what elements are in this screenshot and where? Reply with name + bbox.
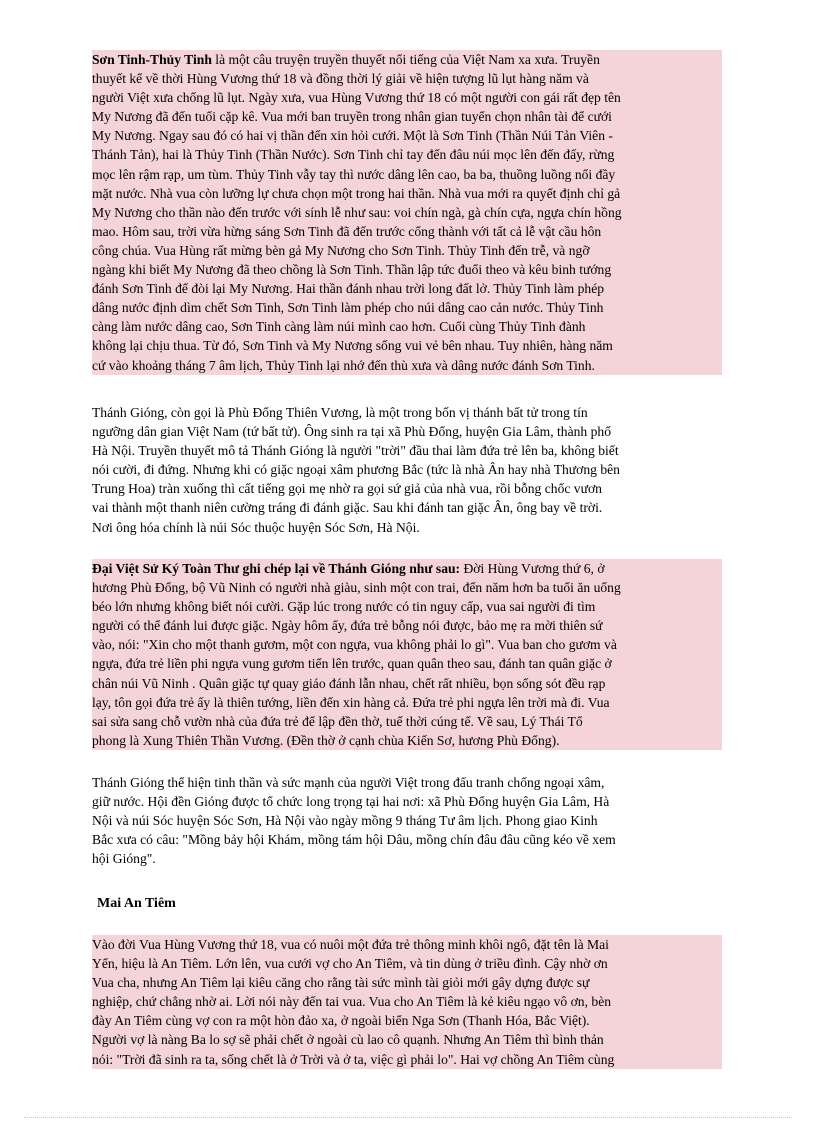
inline-bold-title: Sơn Tinh-Thủy Tinh [92, 52, 212, 67]
text-line: vai thành một thanh niên cường tráng đi đánh giặc. Sau khi đánh tan giặc Ân, ông bay về trời. [92, 500, 603, 516]
text-line: càng làm nước dâng cao, Sơn Tinh càng làm núi mình cao hơn. Cuối cùng Thủy Tinh đành [92, 319, 586, 335]
text-line: My Nương cho thần nào đến trước với sính lễ như sau: voi chín ngà, gà chín cựa, ngựa chín hồng [92, 204, 622, 220]
text-line: Vào đời Vua Hùng Vương thứ 18, vua có nuôi một đứa trẻ thông minh khôi ngô, đặt tên là Mai [92, 937, 609, 952]
text-line: thuyết kể về thời Hùng Vương thứ 18 và đồng thời lý giải về hiện tượng lũ lụt hàng năm và [92, 71, 589, 87]
text-line: Vua cha, nhưng An Tiêm lại kiêu căng cho rằng tài sức mình tài giỏi mới gây dựng được sự [92, 975, 590, 991]
text-line: mao. Hôm sau, trời vừa hừng sáng Sơn Tinh đã đến trước cổng thành với tất cả lễ vật cầu hôn [92, 223, 602, 239]
paragraph-thanh-giong [92, 403, 722, 537]
text-line: mọc lên rậm rạp, um tùm. Thủy Tinh vẫy tay thì nước dâng lên cao, ba ba, thuồng luồng nổi đầy [92, 166, 616, 182]
text-line: Nơi ông hóa chính là núi Sóc thuộc huyện Sóc Sơn, Hà Nội. [92, 519, 420, 535]
text-segment: Đời Hùng Vương thứ 6, ở [460, 561, 605, 576]
text-line: hội Gióng". [92, 851, 156, 867]
text-line: nói: "Trời đã sinh ra ta, sống chết là ở Trời và ở ta, việc gì phải lo". Hai vợ chồng An Tiêm cùng [92, 1051, 615, 1067]
text-line: ngưỡng dân gian Việt Nam (tứ bất tử). Ông sinh ra tại xã Phù Đổng, huyện Gia Lâm, thành phố [92, 424, 612, 440]
paragraph-dai-viet-su-ky [92, 559, 722, 750]
text-line: Nội và núi Sóc huyện Sóc Sơn, Hà Nội vào ngày mồng 9 tháng Tư âm lịch. Phong giao Kinh [92, 813, 598, 829]
text-line: ngàng khi biết My Nương đã theo chồng là Sơn Tinh. Thần lập tức đuổi theo và kêu binh tướng [92, 262, 612, 278]
text-line: lạy, tôn gọi đứa trẻ ấy là thiên tướng, liền đến xin hàng cả. Đứa trẻ phi ngựa lên trời mà đi. Vua [92, 694, 610, 710]
text-line [92, 559, 722, 578]
text-line: dâng nước định dìm chết Sơn Tinh, Sơn Tinh làm phép cho núi dâng cao cản nước. Thủy Tinh [92, 300, 604, 316]
text-line: béo lớn nhưng không biết nói cười. Gặp lúc trong nước có tin nguy cấp, vua sai người đi tìm [92, 599, 596, 615]
text-line: nghiệp, chứ chẳng nhờ ai. Lời nói này đến tai vua. Vua cho An Tiêm là kẻ kiêu ngạo vô ơn, bèn [92, 994, 612, 1010]
text-line: đày An Tiêm cùng vợ con ra một hòn đảo xa, ở ngoài biển Nga Sơn (Thanh Hóa, Bắc Việt). [92, 1013, 590, 1029]
text-line: Thánh Gióng thể hiện tinh thần và sức mạnh của người Việt trong đấu tranh chống ngoại xâm, [92, 775, 605, 790]
text-line: Trung Hoa) tràn xuống thì cất tiếng gọi mẹ nhờ ra gọi sứ giả của nhà vua, rồi bỗng chốc vươn [92, 481, 602, 497]
page-bottom-divider [24, 1117, 792, 1118]
text-line: My Nương. Ngay sau đó có hai vị thần đến xin hỏi cưới. Một là Sơn Tinh (Thần Núi Tản Viên - [92, 128, 613, 144]
text-line: không lại chịu thua. Từ đó, Sơn Tinh và My Nương sống vui vẻ bên nhau. Tuy nhiên, hàng năm [92, 338, 613, 354]
text-line: chân núi Vũ Ninh . Quân giặc tự quay giáo đánh lẫn nhau, chết rất nhiều, bọn sống sót đều rạp [92, 675, 606, 691]
text-line: giữ nước. Hội đền Gióng được tổ chức long trọng tại hai nơi: xã Phù Đổng huyện Gia Lâm, Hà [92, 794, 610, 810]
text-line: mặt nước. Nhà vua còn lưỡng lự chưa chọn một trong hai thần. Nhà vua mới ra quyết định chỉ gả [92, 185, 621, 201]
paragraph-giong-festival [92, 773, 722, 868]
text-line: My Nương đã đến tuổi cặp kê. Vua mới ban truyền trong nhân gian tuyển chọn nhân tài để cưới [92, 109, 612, 125]
paragraph-mai-an-tiem [92, 935, 722, 1069]
section-heading-mai-an-tiem: Mai An Tiêm [97, 896, 176, 911]
text-line: vào, nói: "Xin cho một thanh gươm, một con ngựa, vua không phải lo gì". Vua ban cho gươm và [92, 637, 617, 653]
text-segment: là một câu truyện truyền thuyết nổi tiếng của Việt Nam xa xưa. Truyền [211, 52, 600, 67]
text-line: đánh Sơn Tinh để đòi lại My Nương. Hai thần đánh nhau trời long đất lở. Thủy Tinh làm phép [92, 281, 605, 297]
text-line: Thánh Tản), hai là Thủy Tinh (Thần Nước). Sơn Tinh chỉ tay đến đâu núi mọc lên đến đấy, rừng [92, 147, 615, 163]
text-line: công chúa. Vua Hùng rất mừng bèn gả My Nương cho Sơn Tinh. Thủy Tinh đến trễ, và ngỡ [92, 242, 590, 258]
text-line [92, 50, 722, 69]
text-line: Hà Nội. Truyền thuyết mô tả Thánh Gióng là người "trời" đầu thai làm đứa trẻ lên ba, không biết [92, 443, 619, 459]
text-line: cứ vào khoảng tháng 7 âm lịch, Thủy Tinh lại nhớ đến thù xưa và dâng nước đánh Sơn Tinh. [92, 357, 595, 373]
text-line: ngựa, đứa trẻ liền phi ngựa vung gươm tiến lên trước, quan quân theo sau, đánh tan quân giặc ở [92, 656, 612, 672]
paragraph-son-tinh-thuy-tinh [92, 50, 722, 375]
text-line: người có thể đánh lui được giặc. Ngày hôm ấy, đứa trẻ bỗng nói được, bảo mẹ ra mời thiên sứ [92, 618, 603, 634]
text-line: Thánh Gióng, còn gọi là Phù Đổng Thiên Vương, là một trong bốn vị thánh bất tử trong tín [92, 405, 588, 420]
text-line: người Việt xưa chống lũ lụt. Ngày xưa, vua Hùng Vương thứ 18 có một người con gái rất đẹp tên [92, 90, 621, 106]
text-line: phong là Xung Thiên Thần Vương. (Đền thờ ở cạnh chùa Kiến Sơ, hương Phù Đổng). [92, 732, 560, 748]
text-line: sai sửa sang chỗ vườn nhà của đứa trẻ để lập đền thờ, tuế thời cúng tế. Về sau, Lý Thái Tổ [92, 713, 583, 729]
inline-bold-title: Đại Việt Sử Ký Toàn Thư ghi chép lại về Thánh Gióng như sau: [92, 561, 461, 576]
text-line: hương Phù Đổng, bộ Vũ Ninh có người nhà giàu, sinh một con trai, đến năm hơn ba tuổi ăn uống [92, 580, 621, 596]
text-line: nói cười, đi đứng. Nhưng khi có giặc ngoại xâm phương Bắc (tức là nhà Ân hay nhà Thương bên [92, 462, 620, 478]
text-line: Người vợ là nàng Ba lo sợ sẽ phải chết ở ngoài cù lao cô quạnh. Nhưng An Tiêm thì bình thản [92, 1032, 604, 1048]
text-line: Yển, hiệu là An Tiêm. Lớn lên, vua cưới vợ cho An Tiêm, và tin dùng ở triều đình. Cậy nhờ ơn [92, 956, 608, 972]
text-line: Bắc xưa có câu: "Mồng bảy hội Khám, mồng tám hội Dâu, mồng chín đâu đâu cũng kéo về xem [92, 832, 616, 848]
